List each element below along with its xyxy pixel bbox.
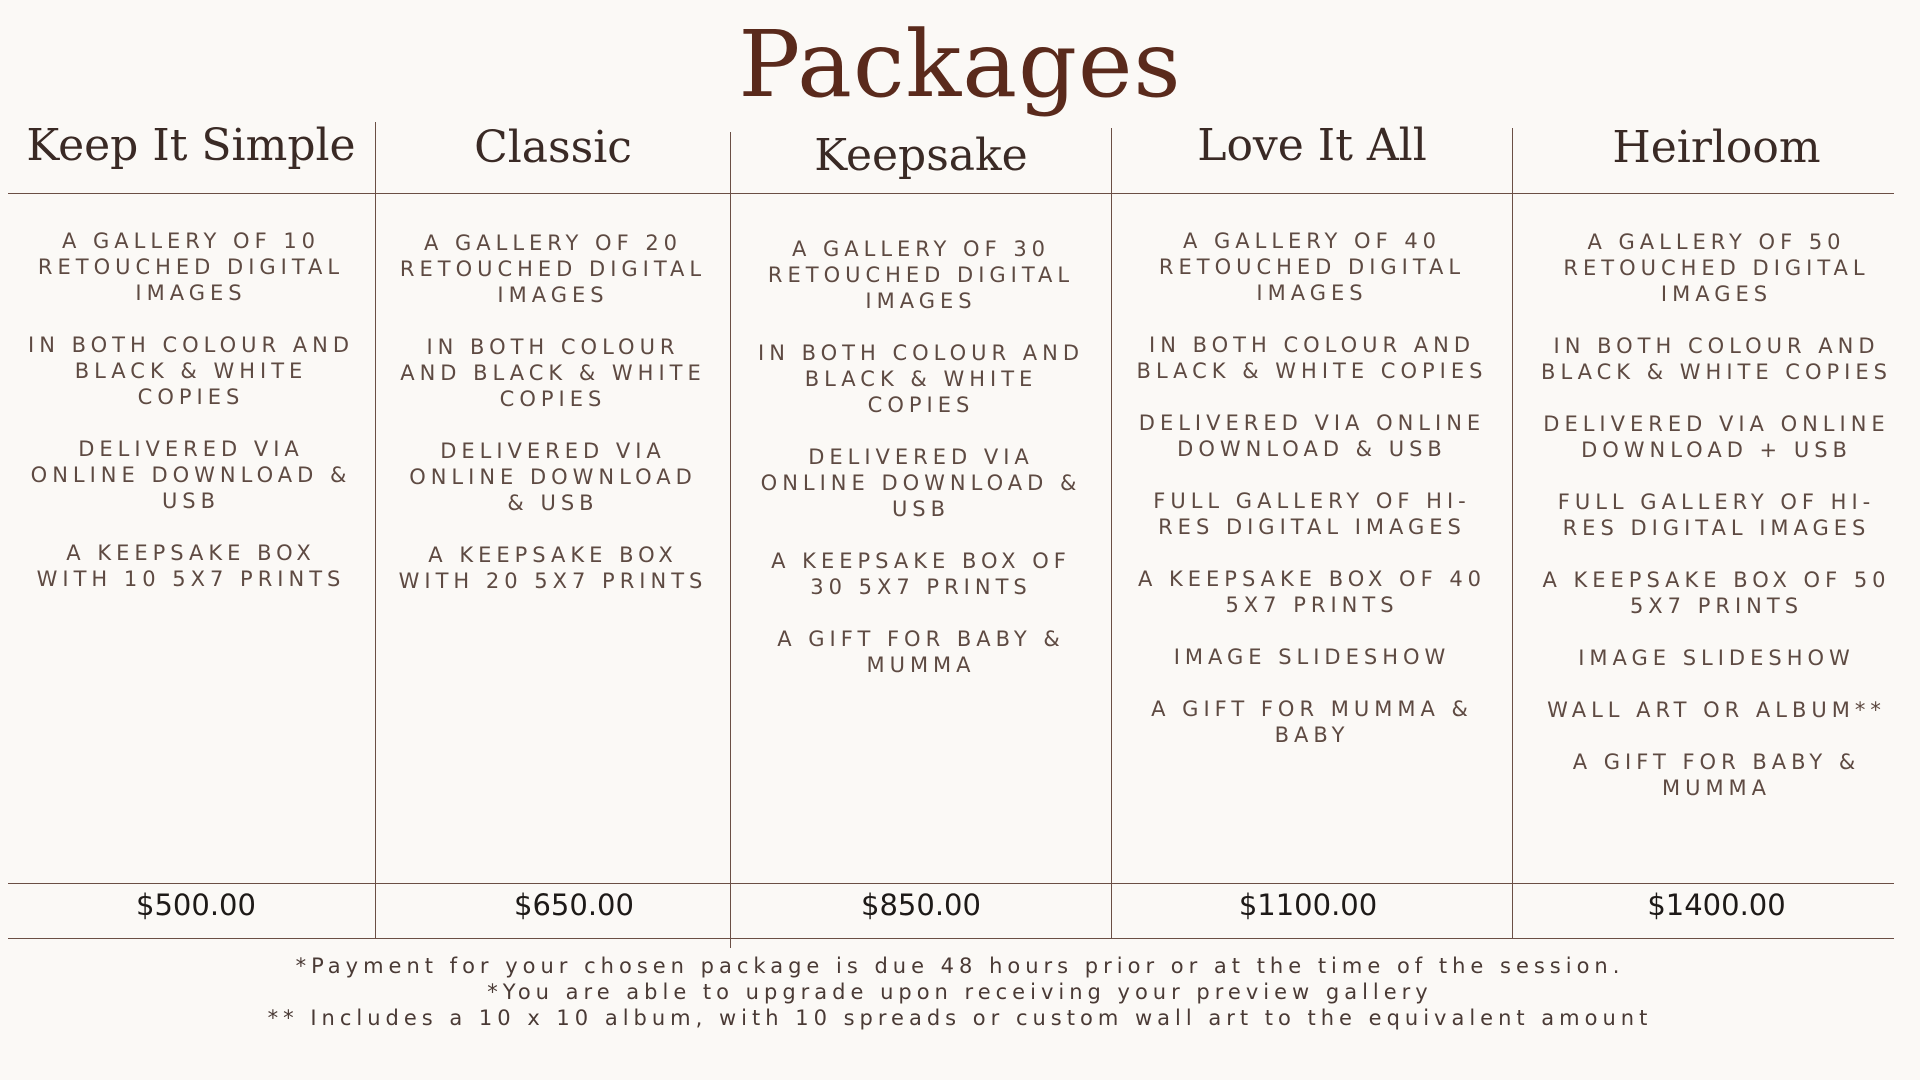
feature-item: DELIVERED VIA ONLINE DOWNLOAD + USB (1543, 412, 1890, 462)
feature-item: A GIFT FOR MUMMA & BABY (1151, 697, 1473, 747)
feature-item: DELIVERED VIA ONLINE DOWNLOAD & USB (30, 437, 352, 513)
feature-item: A KEEPSAKE BOX WITH 20 5X7 PRINTS (398, 543, 708, 593)
feature-item: FULL GALLERY OF HI-RES DIGITAL IMAGES (1557, 490, 1876, 540)
package-name: Keep It Simple (26, 120, 356, 171)
price-row-top-divider (8, 883, 1894, 884)
feature-item: A GALLERY OF 20 RETOUCHED DIGITAL IMAGES (399, 231, 707, 307)
package-price: $650.00 (514, 888, 634, 922)
footnote-payment: *Payment for your chosen package is due 48 hours prior or at the time of the session. (295, 954, 1625, 978)
package-column-keep-it-simple (8, 0, 374, 882)
feature-list (1513, 229, 1920, 827)
feature-item: IN BOTH COLOUR AND BLACK & WHITE COPIES (1136, 333, 1488, 383)
feature-item: A KEEPSAKE BOX OF 30 5X7 PRINTS (771, 549, 1071, 599)
feature-item: A KEEPSAKE BOX OF 50 5X7 PRINTS (1542, 568, 1891, 618)
feature-item: A KEEPSAKE BOX OF 40 5X7 PRINTS (1137, 567, 1487, 617)
feature-list (731, 236, 1111, 704)
package-price: $1100.00 (1238, 888, 1378, 922)
feature-item: A GIFT FOR BABY & MUMMA (1572, 750, 1861, 800)
feature-item: IN BOTH COLOUR AND BLACK & WHITE COPIES (28, 333, 354, 409)
feature-item: IN BOTH COLOUR AND BLACK & WHITE COPIES (400, 335, 706, 411)
feature-item: A GIFT FOR BABY & MUMMA (777, 627, 1065, 677)
footnote-upgrade: *You are able to upgrade upon receiving your preview gallery (487, 980, 1433, 1004)
feature-item: DELIVERED VIA ONLINE DOWNLOAD & USB (760, 445, 1082, 521)
feature-item: A KEEPSAKE BOX WITH 10 5X7 PRINTS (36, 541, 346, 591)
feature-list (1112, 228, 1512, 774)
feature-item: WALL ART OR ALBUM** (1547, 698, 1886, 722)
feature-item: IN BOTH COLOUR AND BLACK & WHITE COPIES (1541, 334, 1892, 384)
price-row-bottom-divider (8, 938, 1894, 939)
footnote-album: ** Includes a 10 x 10 album, with 10 spreads or custom wall art to the equivalent amount (267, 1006, 1653, 1030)
feature-list (376, 230, 730, 620)
feature-item: A GALLERY OF 10 RETOUCHED DIGITAL IMAGES (37, 229, 345, 305)
package-name: Heirloom (1612, 122, 1821, 173)
package-price: $850.00 (861, 888, 981, 922)
feature-item: DELIVERED VIA ONLINE DOWNLOAD & USB (409, 439, 697, 515)
package-column-classic (376, 0, 730, 882)
page-title: Packages (738, 11, 1182, 118)
footnotes (0, 953, 1920, 1031)
feature-item: IMAGE SLIDESHOW (1578, 646, 1855, 670)
feature-item: FULL GALLERY OF HI-RES DIGITAL IMAGES (1153, 489, 1471, 539)
feature-item: A GALLERY OF 50 RETOUCHED DIGITAL IMAGES (1563, 230, 1870, 306)
package-name: Classic (474, 122, 632, 173)
feature-item: IN BOTH COLOUR AND BLACK & WHITE COPIES (758, 341, 1084, 417)
feature-item: IMAGE SLIDESHOW (1173, 645, 1451, 669)
package-column-love-it-all (1112, 0, 1512, 882)
package-price: $500.00 (136, 888, 256, 922)
package-name: Love It All (1197, 120, 1427, 171)
feature-item: A GALLERY OF 30 RETOUCHED DIGITAL IMAGES (767, 237, 1075, 313)
package-name: Keepsake (814, 130, 1028, 181)
package-column-keepsake (731, 0, 1111, 882)
feature-item: DELIVERED VIA ONLINE DOWNLOAD & USB (1138, 411, 1486, 461)
feature-item: A GALLERY OF 40 RETOUCHED DIGITAL IMAGES (1158, 229, 1466, 305)
feature-list (8, 228, 374, 618)
package-column-heirloom (1513, 0, 1920, 882)
package-price: $1400.00 (1647, 888, 1786, 922)
